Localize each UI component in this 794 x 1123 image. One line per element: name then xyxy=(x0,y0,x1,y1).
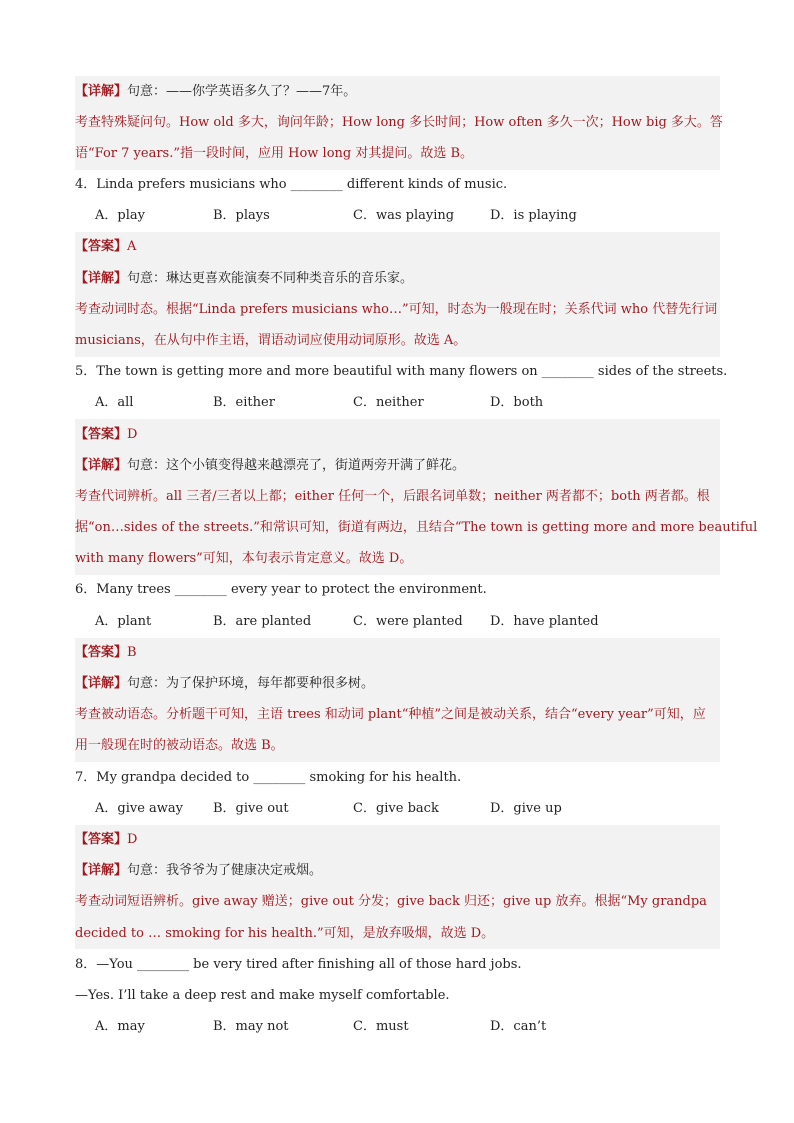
answer-label: 【答案】 xyxy=(75,427,128,442)
explain-meaning-text: 句意：我爷爷为了健康决定戒烟。 xyxy=(127,863,323,878)
answer-line xyxy=(75,832,137,848)
option-c: C．was playing xyxy=(353,208,455,223)
option-d: D．both xyxy=(490,395,544,410)
answer-options xyxy=(95,208,715,224)
question-stem-reply: —Yes. I’ll take a deep rest and make myself comfortable. xyxy=(75,988,450,1003)
option-c: C．must xyxy=(353,1019,409,1034)
option-a: A．plant xyxy=(95,614,152,629)
answer-label: 【答案】 xyxy=(75,239,128,254)
option-c: C．neither xyxy=(353,395,424,410)
explanation-line: with many flowers”可知，本句表示肯定意义。故选 D。 xyxy=(75,551,413,566)
explanation-line: 据“on…sides of the streets.”和常识可知，街道有两边，且结合“The town is getting more and more beautiful xyxy=(75,520,758,535)
explain-meaning-text: 句意：为了保护环境，每年都要种很多树。 xyxy=(127,676,375,691)
explain-label: 【详解】 xyxy=(75,458,128,473)
option-a: A．play xyxy=(95,208,145,223)
explanation-meaning xyxy=(75,84,356,100)
answer-options xyxy=(95,801,715,817)
answer-line xyxy=(75,239,136,255)
question-stem: 7．My grandpa decided to ________ smoking for his health. xyxy=(75,770,462,785)
explanation-line: 考查动词时态。根据“Linda prefers musicians who…”可知，时态为一般现在时；关系代词 who 代替先行词 xyxy=(75,302,718,317)
option-a: A．give away xyxy=(95,801,184,816)
question-stem: 4．Linda prefers musicians who ________ different kinds of music. xyxy=(75,177,508,192)
explanation-line: 考查动词短语辨析。give away 赠送；give out 分发；give back 归还；give up 放弃。根据“My grandpa xyxy=(75,894,707,909)
option-b: B．plays xyxy=(213,208,270,223)
option-a: A．may xyxy=(95,1019,145,1034)
option-b: B．give out xyxy=(213,801,289,816)
question-stem: 8．—You ________ be very tired after finishing all of those hard jobs. xyxy=(75,957,522,972)
explanation-meaning xyxy=(75,458,465,474)
answer-value: B xyxy=(127,645,137,660)
explanation-line: 用一般现在时的被动语态。故选 B。 xyxy=(75,738,284,753)
explanation-line: 考查代词辨析。all 三者/三者以上都；either 任何一个，后跟名词单数；neither 两者都不；both 两者都。根 xyxy=(75,489,710,504)
explain-label: 【详解】 xyxy=(75,84,128,99)
explain-label: 【详解】 xyxy=(75,863,128,878)
explain-meaning-text: 句意：琳达更喜欢能演奏不同种类音乐的音乐家。 xyxy=(127,271,414,286)
option-b: B．may not xyxy=(213,1019,289,1034)
option-d: D．is playing xyxy=(490,208,577,223)
question-stem: 5．The town is getting more and more beautiful with many flowers on ________ sides of the streets. xyxy=(75,364,728,379)
option-b: B．are planted xyxy=(213,614,312,629)
answer-value: D xyxy=(127,832,138,847)
explain-meaning-text: 句意：这个小镇变得越来越漂亮了，街道两旁开满了鲜花。 xyxy=(127,458,466,473)
option-c: C．were planted xyxy=(353,614,463,629)
explanation-meaning xyxy=(75,676,374,692)
option-d: D．give up xyxy=(490,801,562,816)
explanation-line: decided to … smoking for his health.”可知，是放弃吸烟，故选 D。 xyxy=(75,926,495,941)
answer-options xyxy=(95,395,715,411)
question-stem: 6．Many trees ________ every year to protect the environment. xyxy=(75,582,487,597)
option-a: A．all xyxy=(95,395,134,410)
option-d: D．can’t xyxy=(490,1019,547,1034)
explanation-line: 考查特殊疑问句。How old 多大，询问年龄；How long 多长时间；How often 多久一次；How big 多大。答 xyxy=(75,115,723,130)
option-b: B．either xyxy=(213,395,275,410)
explain-label: 【详解】 xyxy=(75,676,128,691)
answer-options xyxy=(95,614,715,630)
explain-label: 【详解】 xyxy=(75,271,128,286)
answer-label: 【答案】 xyxy=(75,832,128,847)
explanation-line: 考查被动语态。分析题干可知，主语 trees 和动词 plant“种植”之间是被动关系，结合“every year”可知，应 xyxy=(75,707,706,722)
answer-value: D xyxy=(127,427,138,442)
explanation-line: musicians，在从句中作主语，谓语动词应使用动词原形。故选 A。 xyxy=(75,333,467,348)
answer-line xyxy=(75,427,137,443)
explain-meaning-text: 句意：——你学英语多久了？——7年。 xyxy=(127,84,357,99)
answer-options xyxy=(95,1019,715,1035)
answer-value: A xyxy=(127,239,137,254)
option-d: D．have planted xyxy=(490,614,599,629)
option-c: C．give back xyxy=(353,801,439,816)
answer-line xyxy=(75,645,137,661)
explanation-line: 语“For 7 years.”指一段时间，应用 How long 对其提问。故选 B。 xyxy=(75,146,474,161)
explanation-meaning xyxy=(75,271,413,287)
explanation-meaning xyxy=(75,863,322,879)
answer-label: 【答案】 xyxy=(75,645,128,660)
